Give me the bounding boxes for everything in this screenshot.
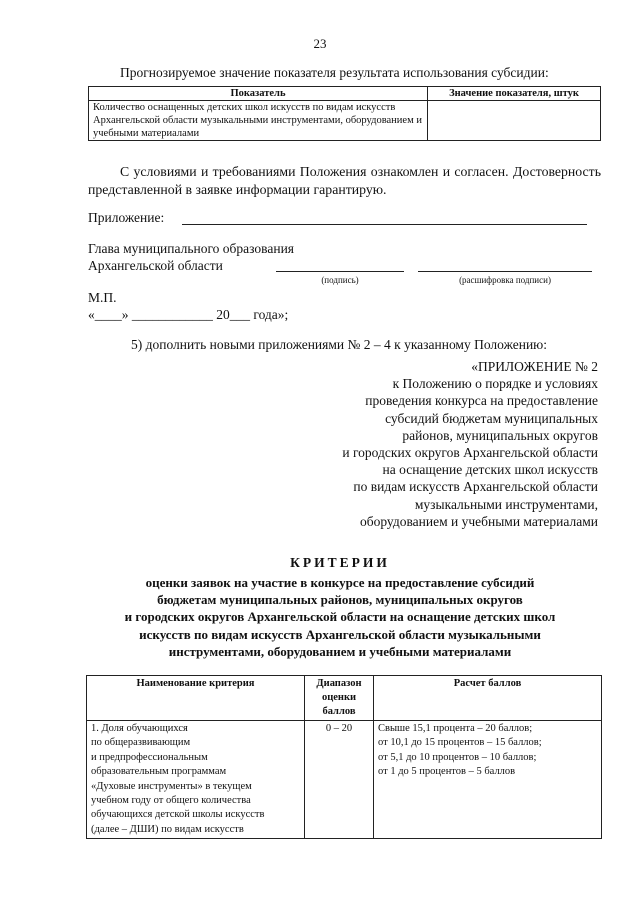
appendix-line: «ПРИЛОЖЕНИЕ № 2	[471, 359, 598, 374]
appendix-line: районов, муниципальных округов	[402, 427, 598, 443]
criteria-title: КРИТЕРИИ	[290, 555, 390, 570]
scoring-line: от 10,1 до 15 процентов – 15 баллов;	[378, 737, 542, 749]
value-cell	[428, 101, 601, 141]
appendix-line: и городских округов Архангельской области	[342, 445, 598, 461]
appendix-line: музыкальными инструментами,	[414, 496, 598, 512]
criteria-subtitle-line: искусств по видам искусств Архангельской области музыкальными	[139, 626, 541, 642]
head-title-line1: Глава муниципального образования	[88, 241, 295, 256]
head-title-line2: Архангельской области	[88, 258, 223, 273]
criterion-name-line: (далее – ДШИ) по видам искусств	[91, 823, 244, 835]
table-row	[89, 101, 601, 141]
indicator-table	[88, 86, 601, 141]
attachment-line	[182, 224, 587, 225]
range-header: Диапазон оценки баллов	[305, 676, 374, 721]
indicator-cell: Количество оснащенных детских школ искусств по видам искусств Архангельской области музыкальными инструментами, оборудованием и учебными материалами	[89, 101, 428, 141]
indicator-header: Показатель	[89, 87, 428, 101]
item5-text: 5) дополнить новыми приложениями № 2 – 4 к указанному Положению:	[131, 337, 548, 352]
criteria-table-header	[87, 676, 602, 721]
scoring-cell	[374, 721, 602, 839]
appendix-line: проведения конкурса на предоставление	[365, 393, 598, 409]
criterion-name-line: обучающихся детской школы искусств	[91, 809, 265, 821]
criterion-name-line: образовательным программам	[91, 766, 227, 778]
appendix-line: по видам искусств Архангельской области	[353, 479, 598, 495]
attachment-label: Приложение:	[88, 210, 165, 225]
criterion-name-line: по общеразвивающим	[91, 737, 191, 749]
criterion-name-cell	[87, 721, 305, 839]
signature-caption: (подпись)	[321, 275, 359, 285]
page-number: 23	[313, 36, 327, 51]
decoding-line	[418, 271, 592, 272]
criteria-subtitle-line: инструментами, оборудованием и учебными материалами	[168, 643, 512, 659]
agreement-text: С условиями и требованиями Положения ознакомлен и согласен. Достоверность представленной в заявке информации гарантирую.	[88, 164, 601, 197]
appendix-line: оборудованием и учебными материалами	[359, 513, 598, 529]
decoding-caption: (расшифровка подписи)	[459, 275, 551, 285]
criteria-subtitle	[80, 574, 600, 660]
criteria-subtitle-line: и городских округов Архангельской области на оснащение детских школ	[124, 609, 556, 625]
criterion-name-line: «Духовые инструменты» в текущем	[91, 780, 252, 792]
forecast-heading: Прогнозируемое значение показателя результата использования субсидии:	[120, 65, 549, 80]
mp-label: М.П.	[88, 290, 117, 305]
appendix-line: субсидий бюджетам муниципальных	[385, 410, 598, 426]
scoring-line: Свыше 15,1 процента – 20 баллов;	[378, 723, 533, 734]
date-line: «____» ____________ 20___ года»;	[88, 307, 289, 322]
appendix-line: на оснащение детских школ искусств	[382, 462, 598, 478]
indicator-table-header	[89, 87, 601, 101]
scoring-header: Расчет баллов	[374, 676, 602, 721]
appendix-line: к Положению о порядке и условиях	[392, 376, 598, 392]
scoring-line: от 1 до 5 процентов – 5 баллов	[378, 766, 516, 778]
criterion-name-header: Наименование критерия	[87, 676, 305, 721]
criteria-subtitle-line: оценки заявок на участие в конкурсе на предоставление субсидий	[145, 575, 535, 590]
criterion-name-line: и предпрофессиональным	[91, 751, 208, 763]
criterion-name-line: учебном году от общего количества	[91, 795, 251, 807]
criteria-table	[86, 675, 602, 839]
value-header: Значение показателя, штук	[428, 87, 601, 101]
appendix-header	[300, 358, 598, 530]
criterion-name-line: 1. Доля обучающихся	[91, 723, 188, 734]
table-row	[87, 721, 602, 839]
criteria-subtitle-line: бюджетам муниципальных районов, муниципальных округов	[157, 592, 523, 608]
signature-line	[276, 271, 404, 272]
scoring-line: от 5,1 до 10 процентов – 10 баллов;	[378, 751, 537, 763]
range-cell: 0 – 20	[305, 721, 374, 839]
